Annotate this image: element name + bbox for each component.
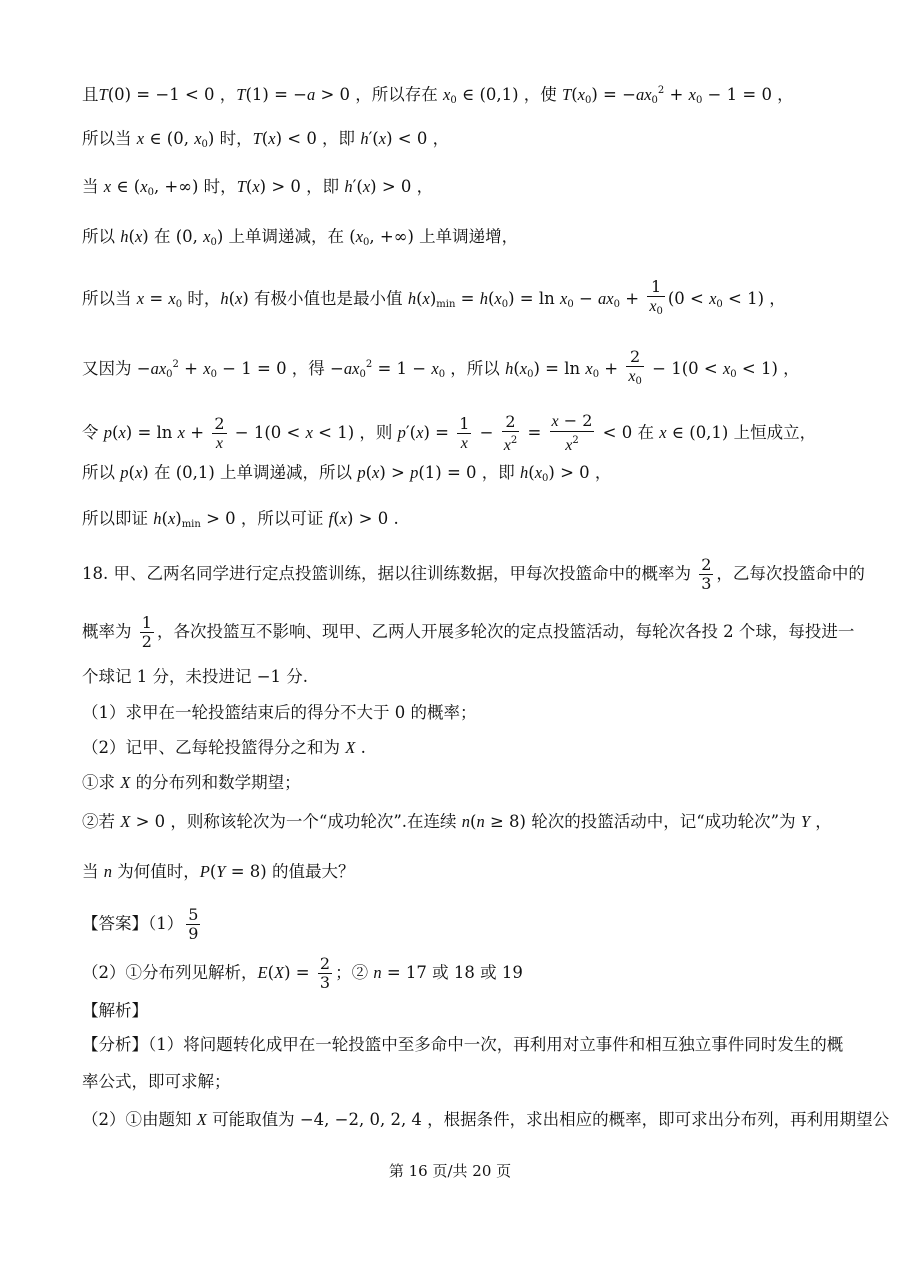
page-footer: 第 16 页/共 20 页 [388,1162,512,1180]
text-line [82,462,830,490]
line-text: ①求 X 的分布列和数学期望； [82,773,301,792]
line-text: 【分析】（1）将问题转化成甲在一轮投篮中至多命中一次，再利用对立事件和相互独立事件同时发生的概 [82,1035,844,1054]
line-text: 又因为 $-ax_0^2 + x_0 - 1 = 0$ ，得 $-ax_0^2 = 1 - x_0$ ，所以 $h(x_0) = \ln x_0$ + $\frac{2}{x_0}$ − $1(0 < x_0 < 1)$ ， [82,347,800,387]
line-text: （1）求甲在一轮投篮结束后的得分不大于 0 的概率； [82,703,477,722]
text-line [82,412,830,455]
line-text: （2）记甲、乙每轮投篮得分之和为 X . [82,738,366,757]
line-text: 当 x ∈ ($x_0$, +∞) 时，T(x) > 0 ，即 h′(x) > 0 ， [82,177,434,198]
line-text: ②若 X > 0 ，则称该轮次为一个“成功轮次”.在连续 n(n ≥ 8) 轮次的投篮活动中，记“成功轮次”为 Y ， [82,812,832,831]
text-line [82,906,830,943]
text-line [82,666,830,688]
line-text: 所以 p(x) 在 (0,1) 上单调递减，所以 p(x) > p(1) = 0 ，即 $h(x_0) > 0$ ， [82,463,612,484]
line-text: 【解析】 [82,1001,148,1020]
line-text: 概率为 $\frac{1}{2}$ ，各次投篮互不影响、现甲、乙两人开展多轮次的定点投篮活动，每轮次各投 2 个球，每投进一 [82,613,855,651]
text-line [82,1000,830,1022]
text-line [82,772,830,794]
text-line [82,348,830,391]
text-line [82,1034,844,1056]
text-line [82,613,855,651]
text-line [82,861,830,883]
line-text: 【答案】（1） $\frac{5}{9}$ [82,905,199,943]
line-text: 18. 甲、乙两名同学进行定点投篮训练，据以往训练数据，甲每次投篮命中的概率为 $\frac{2}{3}$ ，乙每次投篮命中的 [82,555,865,593]
text-line [82,1071,830,1093]
text-line [82,508,830,536]
line-text: 且T(0) = −1 < 0 ，T(1) = −a > 0 ，所以存在 $x_0$ ∈ (0,1) ，使 $T(x_0) = -ax_0^2 + x_0 - 1 = 0$ ， [82,85,794,106]
text-line [82,80,830,112]
text-line [82,176,830,204]
line-text: 所以 h(x) 在 (0, $x_0$) 上单调递减，在 ($x_0$, +∞) 上单调递增， [82,227,519,248]
line-text: 所以当 $x = x_0$ 时，h(x) 有极小值也是最小值 $h(x)_{min} = h(x_0) = \ln x_0 - ax_0$ + $\frac{1}{x_0}$ $(0 < x_0 < 1)$ ， [82,277,786,317]
text-line [82,955,830,992]
line-text: 率公式，即可求解； [82,1072,231,1091]
line-text: （2）①由题知 X 可能取值为 −4, −2, 0, 2, 4 ，根据条件，求出相应的概率，即可求出分布列，再利用期望公 [82,1110,890,1129]
line-text: 当 n 为何值时，P(Y = 8) 的值最大？ [82,862,355,881]
line-text: 所以即证 $h(x)_{min} > 0$ ，所以可证 f(x) > 0 . [82,509,399,530]
text-line [82,737,830,759]
line-text: （2）①分布列见解析，E(X) = $\frac{2}{3}$ ；② n = 17 或 18 或 19 [82,954,523,992]
text-line [82,555,865,593]
text-line [82,811,830,833]
line-text: 所以当 x ∈ (0, $x_0$) 时，T(x) < 0 ，即 h′(x) < 0 ， [82,129,450,150]
text-line [82,702,830,724]
text-line [82,128,830,156]
text-line [82,278,830,321]
text-line [82,226,830,254]
line-text: 令 p(x) = ln x + $\frac{2}{x}$ − 1(0 < x < 1) ，则 p′(x) = $\frac{1}{x}$ − $\frac{2}{x^2}$ = $\frac{x - 2}{x^2}$ < 0 在 x ∈ (0,1) 上恒成立， [82,411,817,454]
text-line [82,1109,890,1131]
line-text: 个球记 1 分，未投进记 −1 分. [82,667,309,686]
